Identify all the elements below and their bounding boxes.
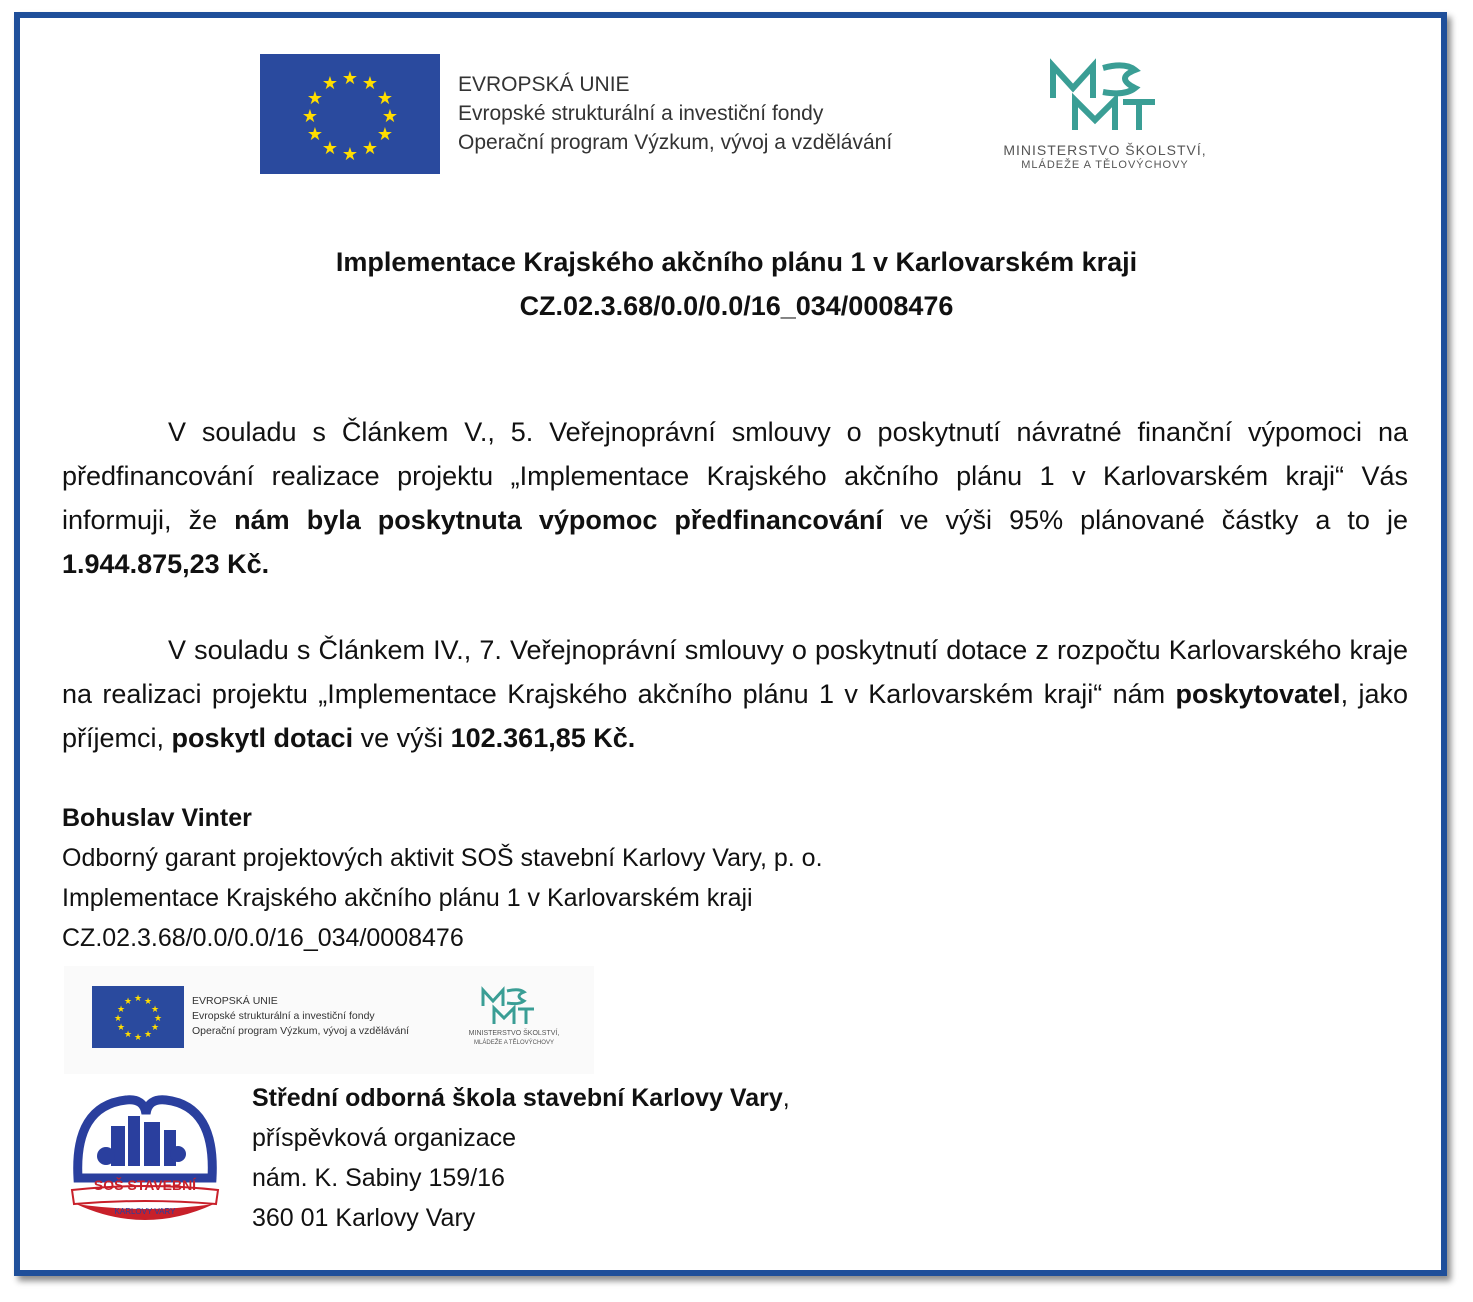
small-eu-text bbox=[192, 994, 409, 1039]
small-msmt-line-2: MLÁDEŽE A TĚLOVÝCHOVY bbox=[474, 1040, 554, 1046]
svg-text:★: ★ bbox=[361, 73, 379, 93]
small-msmt-logo bbox=[449, 986, 579, 1056]
school-name-line bbox=[252, 1078, 790, 1118]
school-address-block bbox=[252, 1078, 790, 1238]
signature-block bbox=[62, 798, 823, 958]
eu-text-block bbox=[458, 70, 892, 157]
svg-text:★: ★ bbox=[143, 996, 153, 1006]
small-eu-line-1: EVROPSKÁ UNIE bbox=[192, 995, 278, 1007]
small-eu-line-3: Operační program Výzkum, vývoj a vzdělávání bbox=[192, 1025, 410, 1037]
svg-text:★: ★ bbox=[306, 88, 324, 108]
eu-line-3: Operační program Výzkum, vývoj a vzdělávání bbox=[458, 131, 893, 154]
p2-text-1: V souladu s Článkem IV., 7. Veřejnoprávní smlouvy o poskytnutí dotace z rozpočtu Karlovarského kraje na realizaci projektu „Implementace Krajského akčního plánu 1 v Karlovarském kraji“ nám bbox=[62, 635, 1408, 709]
eu-line-1: EVROPSKÁ UNIE bbox=[458, 73, 630, 96]
eu-line-2: Evropské strukturální a investiční fondy bbox=[458, 102, 824, 125]
p1-text-1: V souladu s Článkem V., 5. Veřejnoprávní smlouvy o poskytnutí návratné finanční výpomoci na předfinancování realizace projektu „Implementace Krajského akčního plánu 1 v Karlovarském kraji“ Vás informuji, že bbox=[62, 417, 1408, 535]
svg-text:★: ★ bbox=[133, 1032, 143, 1042]
svg-text:★: ★ bbox=[123, 996, 133, 1006]
svg-text:★: ★ bbox=[150, 1004, 160, 1014]
svg-text:★: ★ bbox=[341, 68, 359, 88]
msmt-line-2: MLÁDEŽE A TĚLOVÝCHOVY bbox=[1021, 159, 1189, 171]
svg-text:★: ★ bbox=[123, 1029, 133, 1039]
school-street: nám. K. Sabiny 159/16 bbox=[252, 1164, 505, 1192]
p1-amount: 1.944.875,23 Kč. bbox=[62, 549, 270, 579]
small-msmt-line-1: MINISTERSTVO ŠKOLSTVÍ, bbox=[468, 1030, 560, 1037]
svg-text:★: ★ bbox=[321, 73, 339, 93]
paragraph-subsidy bbox=[62, 628, 1408, 760]
p1-bold-1: nám byla poskytnuta výpomoc předfinancování bbox=[234, 505, 883, 535]
svg-text:★: ★ bbox=[321, 138, 339, 158]
svg-text:★: ★ bbox=[301, 106, 319, 126]
p2-amount: 102.361,85 Kč. bbox=[450, 723, 636, 753]
svg-text:★: ★ bbox=[143, 1029, 153, 1039]
signature-project: Implementace Krajského akčního plánu 1 v Karlovarském kraji bbox=[62, 884, 753, 912]
school-logo-subtext: KARLOVY VARY bbox=[114, 1207, 176, 1216]
small-eu-flag-logo bbox=[92, 986, 184, 1048]
signature-code: CZ.02.3.68/0.0/0.0/16_034/0008476 bbox=[62, 924, 464, 952]
small-logo-banner bbox=[64, 966, 594, 1074]
svg-text:★: ★ bbox=[306, 124, 324, 144]
p2-text-3: ve výši bbox=[353, 723, 451, 753]
svg-text:★: ★ bbox=[116, 1004, 126, 1014]
svg-text:★: ★ bbox=[133, 993, 143, 1003]
paragraph-prefinancing bbox=[62, 410, 1408, 586]
school-city: 360 01 Karlovy Vary bbox=[252, 1204, 476, 1232]
svg-text:★: ★ bbox=[376, 88, 394, 108]
msmt-logo bbox=[985, 58, 1225, 178]
signature-name: Bohuslav Vinter bbox=[62, 804, 252, 832]
p1-text-2: ve výši 95% plánované částky a to je bbox=[882, 505, 1408, 535]
signature-role: Odborný garant projektových aktivit SOŠ stavební Karlovy Vary, p. o. bbox=[62, 844, 823, 872]
svg-text:★: ★ bbox=[381, 106, 399, 126]
school-name-suffix: , bbox=[782, 1084, 790, 1112]
school-name: Střední odborná škola stavební Karlovy Vary bbox=[252, 1084, 783, 1112]
p2-bold-2: poskytl dotaci bbox=[171, 723, 354, 753]
p2-text-2: , jako příjemci, bbox=[62, 679, 1408, 753]
eu-flag-logo bbox=[260, 54, 440, 174]
school-logo-text: SOŠ STAVEBNÍ bbox=[93, 1177, 197, 1193]
svg-text:★: ★ bbox=[113, 1013, 123, 1023]
school-type: příspěvková organizace bbox=[252, 1124, 517, 1152]
document-title bbox=[0, 240, 1473, 328]
title-line-1: Implementace Krajského akčního plánu 1 v Karlovarském kraji bbox=[335, 247, 1138, 277]
msmt-monogram-icon bbox=[985, 58, 1225, 138]
school-logo bbox=[66, 1086, 224, 1226]
msmt-line-1: MINISTERSTVO ŠKOLSTVÍ, bbox=[1003, 142, 1207, 158]
title-line-2: CZ.02.3.68/0.0/0.0/16_034/0008476 bbox=[519, 291, 954, 321]
svg-text:★: ★ bbox=[341, 144, 359, 164]
svg-text:★: ★ bbox=[153, 1013, 163, 1023]
svg-text:★: ★ bbox=[116, 1022, 126, 1032]
svg-text:★: ★ bbox=[361, 138, 379, 158]
p2-bold-1: poskytovatel bbox=[1175, 679, 1341, 709]
small-eu-line-2: Evropské strukturální a investiční fondy bbox=[192, 1010, 375, 1022]
svg-text:★: ★ bbox=[150, 1022, 160, 1032]
svg-text:★: ★ bbox=[376, 124, 394, 144]
small-msmt-monogram-icon bbox=[449, 986, 579, 1026]
